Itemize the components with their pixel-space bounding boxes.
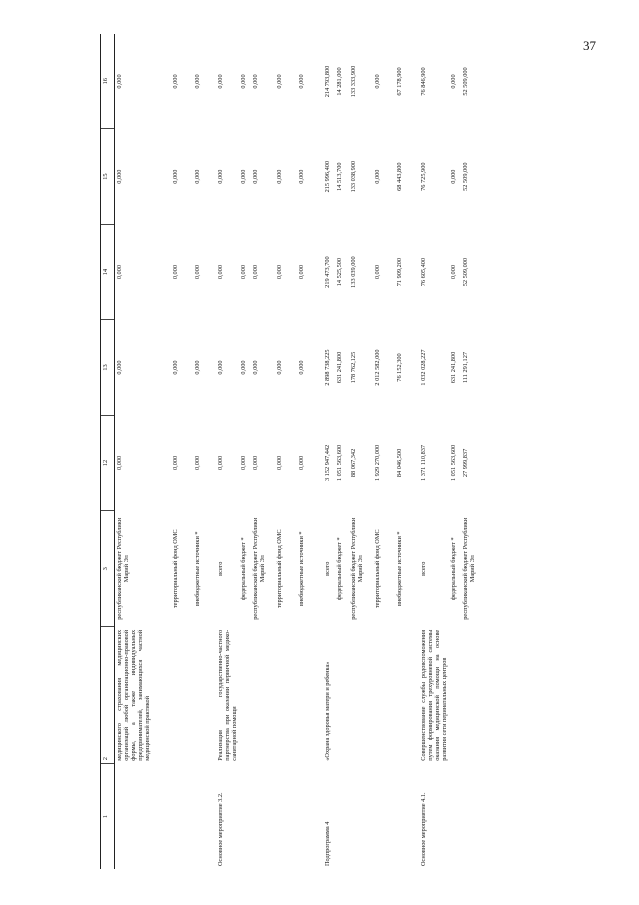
amount-cell: 1 051 563,600: [449, 444, 457, 482]
funding-source-cell: республиканский бюджет Республики Марий Эл: [251, 517, 266, 620]
activity-code-cell: [349, 764, 373, 869]
activity-code-cell: Основное мероприятие 3.2.: [216, 792, 224, 866]
amount-cell: 88 067,342: [349, 448, 357, 478]
rotated-table-container: [100, 34, 540, 869]
table-row: [349, 34, 373, 869]
funding-source-cell: территориальный фонд ОМС: [171, 529, 179, 609]
amount-cell: 0,000: [297, 360, 305, 375]
amount-cell: 0,000: [297, 455, 305, 471]
activity-code-cell: [373, 764, 395, 869]
funding-source-cell: федеральный бюджет *: [239, 537, 247, 601]
activity-code-cell: [297, 764, 323, 869]
amount-cell: 1 929 270,000: [373, 444, 381, 482]
column-number-header: [101, 34, 115, 869]
table-row: [216, 34, 239, 869]
amount-cell: 0,000: [116, 169, 123, 184]
funding-source-cell: всего: [323, 561, 331, 576]
activity-code-cell: Подпрограмма 4: [323, 821, 331, 866]
funding-source-cell: внебюджетные источники *: [193, 531, 201, 607]
amount-cell: 215 996,400: [323, 160, 331, 193]
table-row: [275, 34, 297, 869]
col-header: 2: [101, 627, 115, 764]
activity-name-cell: [373, 627, 395, 764]
activity-code-cell: [171, 764, 193, 869]
amount-cell: 0,000: [251, 265, 259, 280]
amount-cell: 0,000: [449, 169, 457, 184]
amount-cell: 0,000: [171, 265, 179, 280]
table-row: [323, 34, 335, 869]
funding-source-cell: республиканский бюджет Республики Марий Эл: [349, 517, 364, 620]
table-body: [115, 34, 483, 869]
activity-name-cell: [171, 627, 193, 764]
amount-cell: 67 178,900: [395, 67, 403, 96]
budget-table: [100, 34, 483, 869]
amount-cell: 0,000: [373, 265, 381, 280]
amount-cell: 0,000: [193, 169, 201, 184]
activity-name-cell: медицинского страхования медицинских организаций любой организационно-правовой формы, а также индивидуальных предпринимателей, занимающихся частной медицинской практикой: [116, 629, 151, 761]
amount-cell: 631 241,800: [335, 351, 343, 384]
amount-cell: 133 038,900: [349, 160, 357, 193]
col-header: 14: [101, 224, 115, 319]
col-header: 1: [101, 764, 115, 869]
amount-cell: 76 152,300: [395, 353, 403, 382]
table-row: [419, 34, 449, 869]
amount-cell: 219 473,700: [323, 256, 331, 288]
amount-cell: 0,000: [193, 265, 201, 280]
amount-cell: 0,000: [216, 74, 224, 89]
activity-name-cell: [239, 627, 251, 764]
funding-source-cell: федеральный бюджет *: [449, 537, 457, 601]
amount-cell: 0,000: [297, 74, 305, 89]
activity-code-cell: [251, 764, 275, 869]
activity-name-cell: [395, 627, 419, 764]
amount-cell: 76 846,900: [419, 67, 427, 96]
activity-name-cell: «Охрана здоровья матери и ребенка»: [323, 661, 331, 761]
table-row: [239, 34, 251, 869]
table-row: [297, 34, 323, 869]
activity-name-cell: [193, 627, 216, 764]
col-header: 3: [101, 511, 115, 627]
activity-name-cell: [335, 627, 349, 764]
amount-cell: 27 999,837: [461, 448, 469, 478]
table-row: [335, 34, 349, 869]
table-row: [373, 34, 395, 869]
amount-cell: 0,000: [373, 74, 381, 89]
amount-cell: 0,000: [239, 360, 247, 375]
activity-code-cell: [395, 764, 419, 869]
amount-cell: 76 725,900: [419, 162, 427, 191]
amount-cell: 133 039,000: [349, 256, 357, 288]
col-header: 16: [101, 34, 115, 129]
table-row: [115, 34, 171, 869]
amount-cell: 0,000: [216, 455, 224, 471]
amount-cell: 0,000: [171, 74, 179, 89]
amount-cell: 0,000: [116, 265, 123, 280]
amount-cell: 0,000: [116, 360, 123, 375]
funding-source-cell: внебюджетные источники *: [297, 531, 305, 607]
amount-cell: 2 012 582,000: [373, 349, 381, 386]
amount-cell: 0,000: [239, 74, 247, 89]
amount-cell: 52 509,000: [461, 67, 469, 96]
amount-cell: 214 793,800: [323, 65, 331, 98]
funding-source-cell: внебюджетные источники *: [395, 531, 403, 607]
funding-source-cell: республиканский бюджет Республики Марий Эл: [461, 517, 476, 620]
amount-cell: 0,000: [116, 74, 123, 89]
amount-cell: 0,000: [239, 169, 247, 184]
amount-cell: 0,000: [449, 265, 457, 280]
amount-cell: 0,000: [171, 360, 179, 375]
activity-code-cell: Основное мероприятие 4.1.: [419, 792, 427, 866]
table-row: [171, 34, 193, 869]
amount-cell: 0,000: [239, 265, 247, 280]
activity-name-cell: [297, 627, 323, 764]
table-row: [251, 34, 275, 869]
amount-cell: 0,000: [297, 169, 305, 184]
amount-cell: 0,000: [251, 360, 259, 375]
amount-cell: 14 281,000: [335, 67, 343, 96]
funding-source-cell: всего: [216, 561, 224, 576]
amount-cell: 3 152 947,442: [323, 444, 331, 482]
activity-code-cell: [335, 764, 349, 869]
activity-name-cell: [449, 627, 461, 764]
amount-cell: 0,000: [171, 169, 179, 184]
activity-code-cell: [461, 764, 483, 869]
funding-source-cell: федеральный бюджет *: [335, 537, 343, 601]
activity-code-cell: [193, 764, 216, 869]
activity-name-cell: Реализация государственно-частного партнерства при оказании первичной медико-санитарной помощи: [216, 629, 238, 761]
amount-cell: 1 371 110,837: [419, 444, 427, 481]
amount-cell: 0,000: [193, 360, 201, 375]
amount-cell: 0,000: [216, 169, 224, 184]
amount-cell: 0,000: [275, 455, 283, 471]
col-header: 13: [101, 320, 115, 415]
activity-name-cell: Совершенствование службы родовспоможения путем формирования трехуровневой системы оказания медицинской помощи на основе развития сети перинатальных центров: [419, 629, 448, 761]
amount-cell: 0,000: [373, 169, 381, 184]
table-row: [449, 34, 461, 869]
activity-name-cell: [275, 627, 297, 764]
amount-cell: 84 046,500: [395, 448, 403, 478]
amount-cell: 0,000: [216, 265, 224, 280]
col-header: 15: [101, 129, 115, 224]
activity-name-cell: [461, 627, 483, 764]
table-row: [461, 34, 483, 869]
activity-name-cell: [251, 627, 275, 764]
amount-cell: 111 291,127: [461, 352, 469, 384]
amount-cell: 0,000: [251, 455, 259, 471]
table-row: [395, 34, 419, 869]
page-number: 37: [583, 38, 596, 53]
activity-name-cell: [349, 627, 373, 764]
funding-source-cell: республиканский бюджет Республики Марий Эл: [116, 517, 130, 620]
col-header: 12: [101, 415, 115, 510]
amount-cell: 2 898 738,225: [323, 349, 331, 386]
amount-cell: 14 513,700: [335, 162, 343, 191]
funding-source-cell: территориальный фонд ОМС: [275, 529, 283, 609]
activity-code-cell: [239, 764, 251, 869]
activity-code-cell: [275, 764, 297, 869]
amount-cell: 631 241,800: [449, 351, 457, 384]
activity-code-cell: [449, 764, 461, 869]
amount-cell: 52 509,000: [461, 257, 469, 287]
funding-source-cell: всего: [419, 561, 427, 576]
amount-cell: 0,000: [275, 74, 283, 89]
amount-cell: 14 525,500: [335, 257, 343, 287]
amount-cell: 0,000: [216, 360, 224, 375]
amount-cell: 0,000: [275, 169, 283, 184]
amount-cell: 0,000: [171, 455, 179, 471]
amount-cell: 0,000: [239, 455, 247, 471]
amount-cell: 133 333,900: [349, 65, 357, 98]
table-row: [193, 34, 216, 869]
amount-cell: 68 443,800: [395, 162, 403, 191]
amount-cell: 0,000: [275, 265, 283, 280]
amount-cell: 1 032 028,227: [419, 349, 427, 386]
amount-cell: 0,000: [193, 74, 201, 89]
funding-source-cell: территориальный фонд ОМС: [373, 529, 381, 609]
amount-cell: 0,000: [297, 265, 305, 280]
amount-cell: 0,000: [251, 169, 259, 184]
amount-cell: 76 605,400: [419, 257, 427, 287]
amount-cell: 0,000: [449, 74, 457, 89]
amount-cell: 52 509,000: [461, 162, 469, 191]
activity-code-cell: [115, 764, 171, 869]
amount-cell: 71 909,200: [395, 257, 403, 287]
amount-cell: 1 051 563,600: [335, 444, 343, 482]
amount-cell: 178 762,125: [349, 351, 357, 384]
amount-cell: 0,000: [193, 455, 201, 471]
amount-cell: 0,000: [251, 74, 259, 89]
amount-cell: 0,000: [275, 360, 283, 375]
amount-cell: 0,000: [116, 455, 123, 471]
